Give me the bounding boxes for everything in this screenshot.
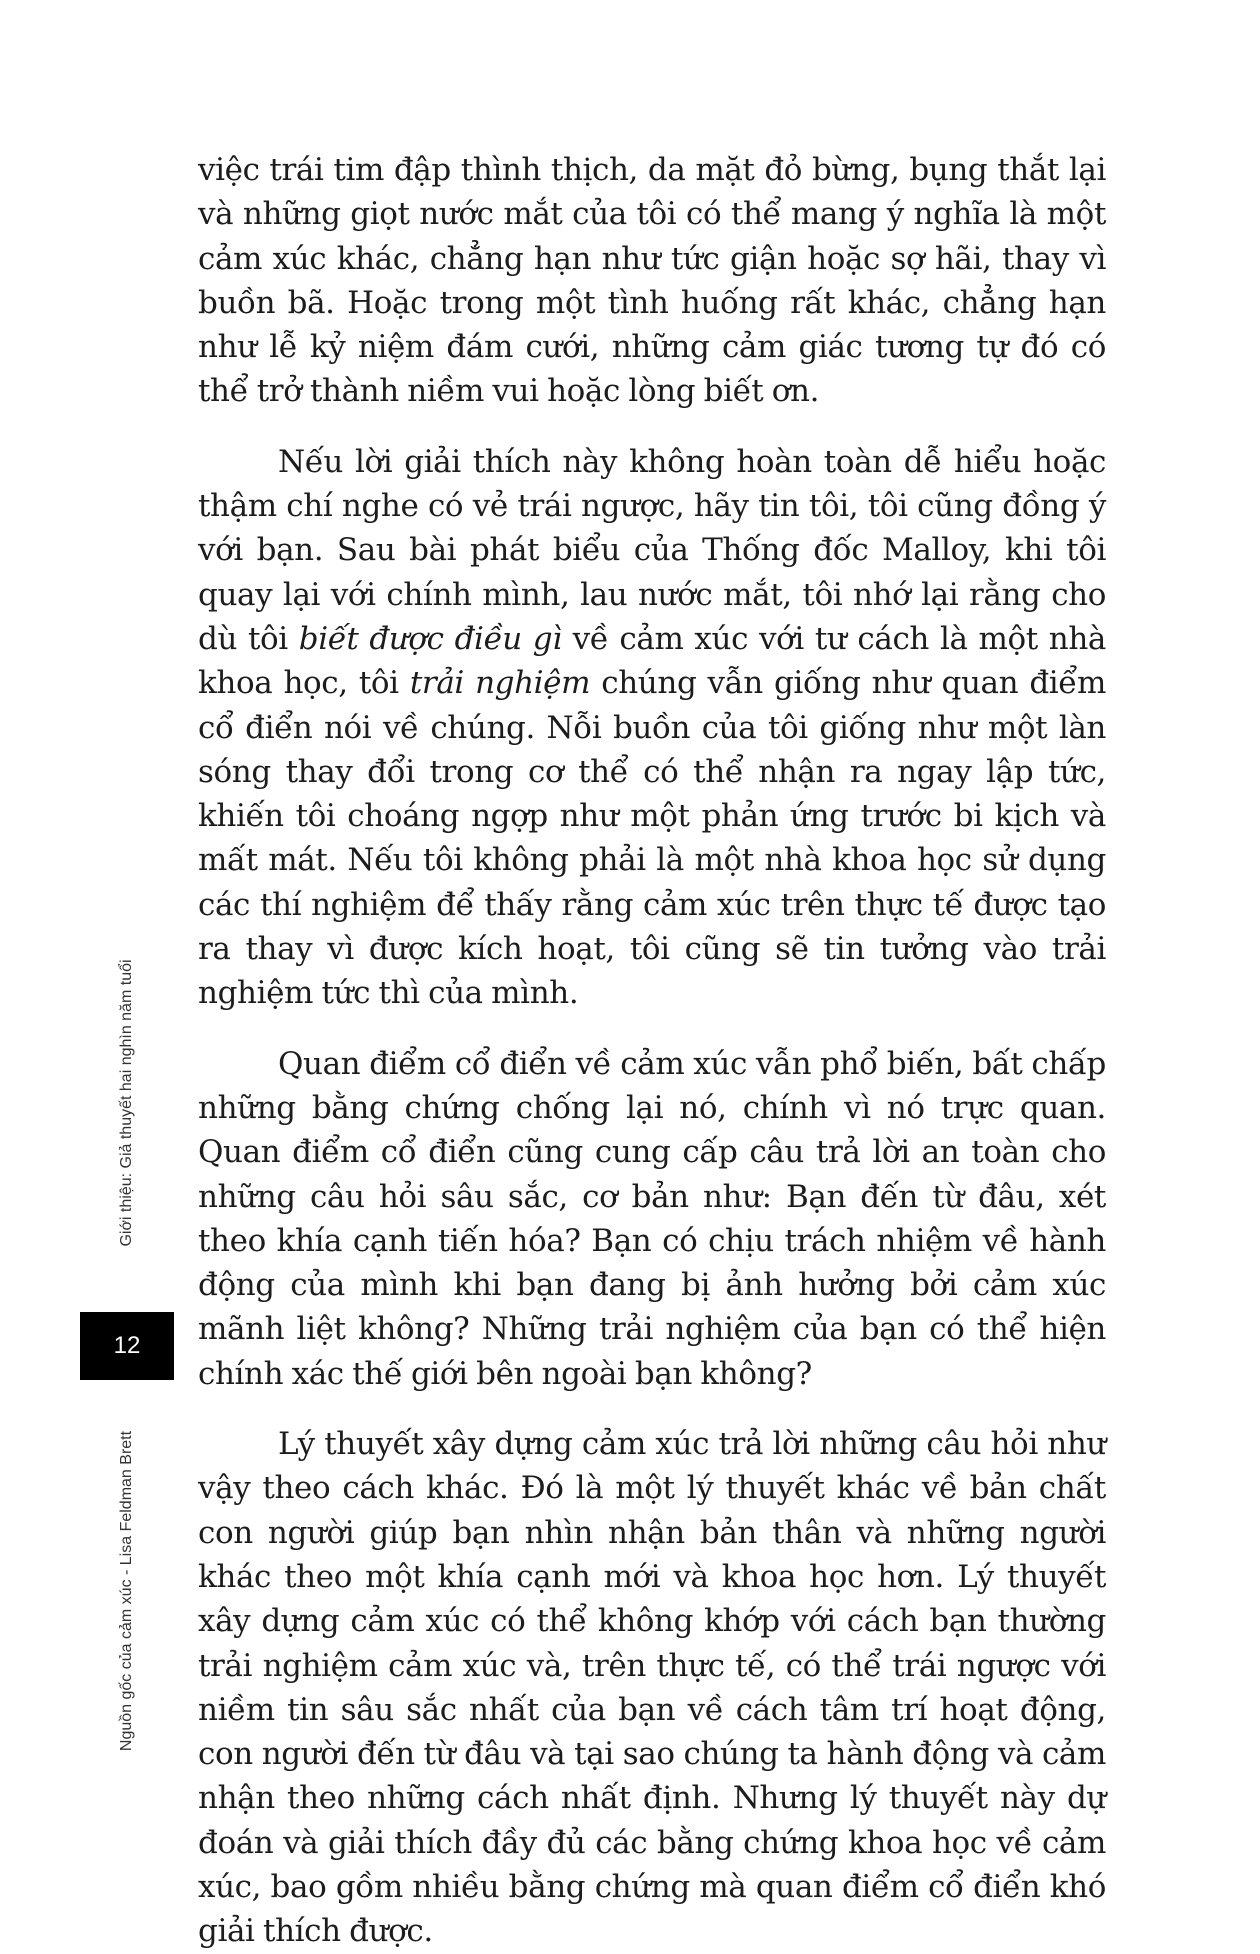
paragraph-2-text-1: Nếu lời giải thích này không hoàn toàn dễ hiểu hoặc thậm chí nghe có vẻ trái ngược, hãy tin tôi, tôi cũng đồng ý với bạn. Sau bài phát biểu của Thống đốc Malloy, khi tôi quay lại với chính mình, lau nước mắt, tôi nhớ lại rằng cho dù tôi [198, 443, 1106, 657]
paragraph-2-text-2: về cảm xúc với tư cách là một nhà khoa học, tôi [198, 620, 1106, 702]
paragraph-2-text-3: chúng vẫn giống như quan điểm cổ điển nói về chúng. Nỗi buồn của tôi giống như một làn sóng thay đổi trong cơ thể có thể nhận ra ngay lập tức, khiến tôi choáng ngợp như một phản ứng trước bi kịch và mất mát. Nếu tôi không phải là một nhà khoa học sử dụng các thí nghiệm để thấy rằng cảm xúc trên thực tế được tạo ra thay vì được kích hoạt, tôi cũng sẽ tin tưởng vào trải nghiệm tức thì của mình. [198, 665, 1106, 1012]
running-head: Giới thiệu: Giả thuyết hai nghìn năm tuổi [118, 959, 135, 1247]
paragraph-2-italic-1: biết được điều gì [298, 620, 562, 657]
paragraph-1: việc trái tim đập thình thịch, da mặt đỏ bừng, bụng thắt lại và những giọt nước mắt của tôi có thể mang ý nghĩa là một cảm xúc khác, chẳng hạn như tức giận hoặc sợ hãi, thay vì buồn bã. Hoặc trong một tình huống rất khác, chẳng hạn như lễ kỷ niệm đám cưới, những cảm giác tương tự đó có thể trở thành niềm vui hoặc lòng biết ơn. [198, 152, 1106, 410]
body-text [198, 148, 1106, 1954]
paragraph-2-italic-2: trải nghiệm [409, 665, 591, 702]
page-number: 12 [80, 1312, 174, 1380]
paragraph-4: Lý thuyết xây dựng cảm xúc trả lời những câu hỏi như vậy theo cách khác. Đó là một lý thuyết khác về bản chất con người giúp bạn nhìn nhận bản thân và những người khác theo một khía cạnh mới và khoa học hơn. Lý thuyết xây dựng cảm xúc có thể không khớp với cách bạn thường trải nghiệm cảm xúc và, trên thực tế, có thể trái ngược với niềm tin sâu sắc nhất của bạn về cách tâm trí hoạt động, con người đến từ đâu và tại sao chúng ta hành động và cảm nhận theo những cách nhất định. Nhưng lý thuyết này dự đoán và giải thích đầy đủ các bằng chứng khoa học về cảm xúc, bao gồm nhiều bằng chứng mà quan điểm cổ điển khó giải thích được. [198, 1426, 1106, 1950]
paragraph-2 [198, 440, 1106, 1016]
book-author-line: Nguồn gốc của cảm xúc - Lisa Feldman Brett [118, 1430, 135, 1752]
paragraph-3: Quan điểm cổ điển về cảm xúc vẫn phổ biến, bất chấp những bằng chứng chống lại nó, chính vì nó trực quan. Quan điểm cổ điển cũng cung cấp câu trả lời an toàn cho những câu hỏi sâu sắc, cơ bản như: Bạn đến từ đâu, xét theo khía cạnh tiến hóa? Bạn có chịu trách nhiệm về hành động của mình khi bạn đang bị ảnh hưởng bởi cảm xúc mãnh liệt không? Những trải nghiệm của bạn có thể hiện chính xác thế giới bên ngoài bạn không? [198, 1045, 1106, 1392]
